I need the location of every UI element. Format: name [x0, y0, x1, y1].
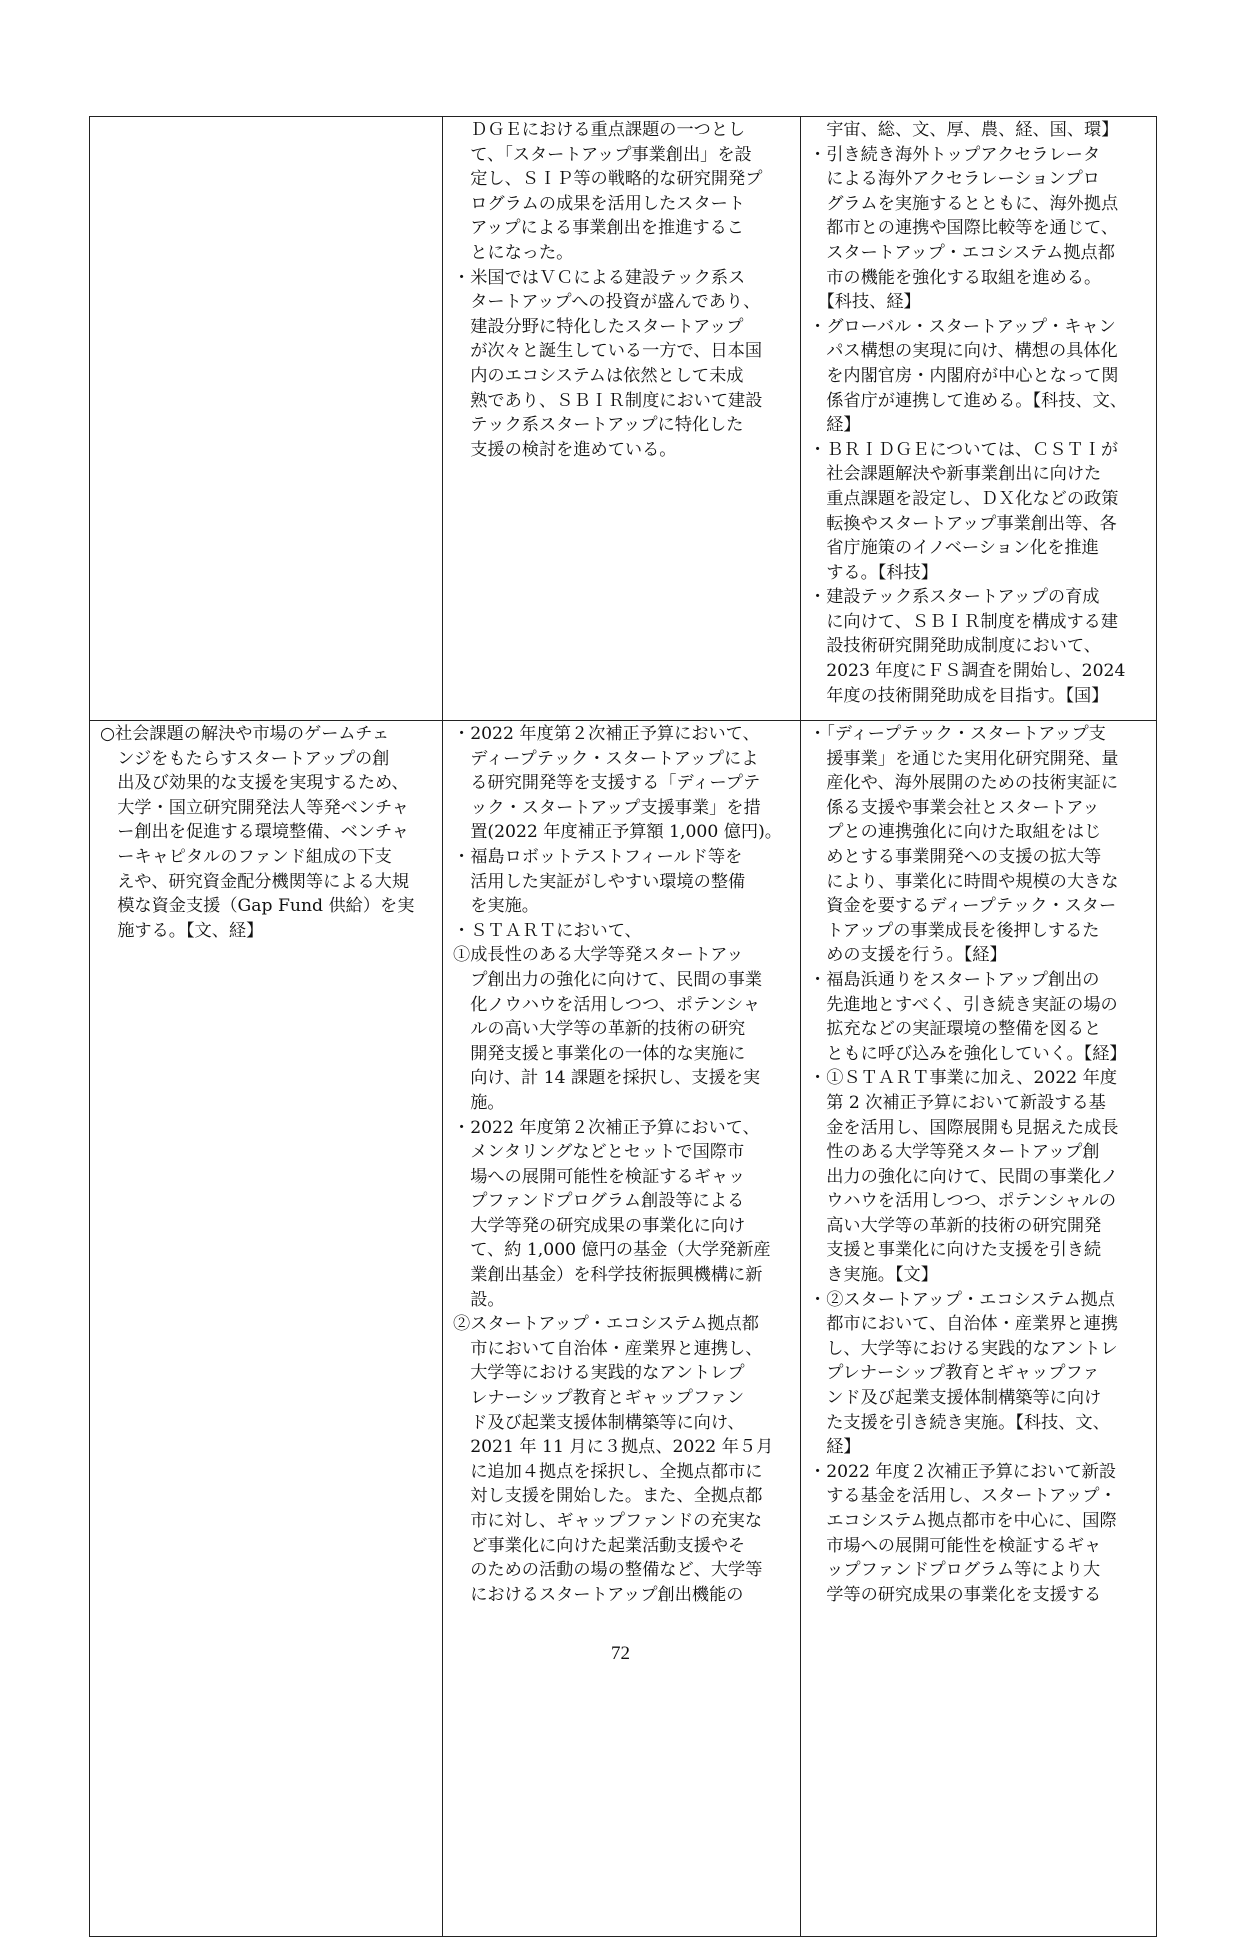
text-line: ・「ディープテック・スタートアップ支 — [809, 724, 1106, 744]
text-line: 模な資金支援（Gap Fund 供給）を実 — [100, 896, 415, 917]
text-line: パス構想の実現に向け、構想の具体化 — [809, 341, 1118, 362]
progress-cell — [443, 721, 801, 1937]
text-line: のための活動の場の整備など、大学等 — [453, 1560, 763, 1581]
text-line: 市場への展開可能性を検証するギャ — [809, 1535, 1102, 1556]
text-line: 転換やスタートアップ事業創出等、各 — [809, 513, 1117, 534]
text-line: アップによる事業創出を推進するこ — [453, 218, 744, 239]
text-line: し、大学等における実践的なアントレ — [809, 1338, 1118, 1359]
text-line: ・①ＳＴＡＲＴ事業に加え、2022 年度 — [809, 1068, 1118, 1089]
text-line: ド及び起業支援体制構築等に向け、 — [453, 1412, 745, 1433]
text-line: ・米国ではＶＣによる建設テック系ス — [453, 267, 746, 288]
text-line: 【科技、経】 — [809, 292, 921, 313]
text-line: 大学・国立研究開発法人等発ベンチャ — [100, 797, 409, 818]
text-line: ・福島浜通りをスタートアップ創出の — [809, 969, 1100, 990]
text-line: 置(2022 年度補正予算額 1,000 億円)。 — [453, 822, 782, 843]
text-line: 学等の研究成果の事業化を支援する — [809, 1584, 1102, 1605]
text-line: グラムを実施するとともに、海外拠点 — [809, 193, 1119, 214]
text-line: テック系スタートアップに特化した — [453, 415, 744, 436]
text-line: ・ＳＴＡＲＴにおいて、 — [453, 920, 642, 941]
text-line: を内閣官房・内閣府が中心となって関 — [809, 365, 1119, 386]
text-line: 金を活用し、国際展開も見据えた成長 — [809, 1117, 1119, 1138]
text-line: 拡充などの実証環境の整備を図ると — [809, 1019, 1102, 1040]
text-line: ②スタートアップ・エコシステム拠点都 — [453, 1314, 759, 1335]
text-line: による海外アクセラレーションプロ — [809, 169, 1100, 190]
text-line: 施。 — [453, 1092, 505, 1113]
text-line: 先進地とすべく、引き続き実証の場の — [809, 994, 1118, 1015]
text-line: 都市において、自治体・産業界と連携 — [809, 1314, 1119, 1335]
text-line: プレナーシップ教育とギャップファ — [809, 1363, 1100, 1384]
text-line: 都市との連携や国際比較等を通じて、 — [809, 218, 1119, 239]
text-line: 内のエコシステムは依然として未成 — [453, 365, 744, 386]
text-line: た支援を引き続き実施。【科技、文、 — [809, 1412, 1110, 1433]
text-line: 2023 年度にＦＳ調査を開始し、2024 — [809, 661, 1126, 682]
text-line: えや、研究資金配分機関等による大規 — [100, 871, 410, 892]
text-line: 向け、計 14 課題を採択し、支援を実 — [453, 1068, 761, 1089]
text-line: 対し支援を開始した。また、全拠点都 — [453, 1486, 763, 1507]
text-line: 第 2 次補正予算において新設する基 — [809, 1092, 1106, 1113]
text-line: 係る支援や事業会社とスタートアッ — [809, 797, 1100, 818]
text-line: 援事業」を通じた実用化研究開発、量 — [809, 748, 1119, 769]
text-line: に向けて、ＳＢＩＲ制度を構成する建 — [809, 611, 1119, 632]
text-line: 熟であり、ＳＢＩＲ制度において建設 — [453, 390, 763, 411]
text-line: に追加４拠点を採択し、全拠点都市に — [453, 1461, 763, 1482]
text-line: ー創出を促進する環境整備、ベンチャ — [100, 822, 409, 843]
text-line: 設。 — [453, 1289, 505, 1310]
text-line: 社会課題解決や新事業創出に向けた — [809, 464, 1102, 485]
text-line: する基金を活用し、スタートアップ・ — [809, 1486, 1117, 1507]
text-line: 設技術研究開発助成制度において、 — [809, 636, 1101, 657]
text-line: 出及び効果的な支援を実現するため、 — [100, 773, 409, 794]
table-row — [90, 721, 1157, 1937]
text-line: ーキャピタルのファンド組成の下支 — [100, 846, 392, 867]
text-line: を実施。 — [453, 896, 539, 917]
future-plan-cell — [801, 117, 1157, 721]
text-line: 省庁施策のイノベーション化を推進 — [809, 538, 1099, 559]
text-line: が次々と誕生している一方で、日本国 — [453, 341, 763, 362]
text-line: する。【科技】 — [809, 562, 938, 583]
text-line: 活用した実証がしやすい環境の整備 — [453, 871, 746, 892]
text-line: て、約 1,000 億円の基金（大学発新産 — [453, 1240, 771, 1261]
text-line: ウハウを活用しつつ、ポテンシャルの — [809, 1191, 1117, 1212]
text-line: ンジをもたらすスタートアップの創 — [100, 748, 390, 769]
text-line: ルの高い大学等の革新的技術の研究 — [453, 1019, 746, 1040]
text-line: 化ノウハウを活用しつつ、ポテンシャ — [453, 994, 761, 1015]
text-line: 支援と事業化に向けた支援を引き続 — [809, 1240, 1102, 1261]
text-line: により、事業化に時間や規模の大きな — [809, 871, 1119, 892]
text-line: き実施。【文】 — [809, 1265, 938, 1286]
text-line: 施する。【文、経】 — [100, 920, 264, 941]
table-row — [90, 117, 1157, 721]
text-line: 市の機能を強化する取組を進める。 — [809, 267, 1102, 288]
text-line: ック・スタートアップ支援事業」を措 — [453, 797, 761, 818]
text-line: 出力の強化に向けて、民間の事業化ノ — [809, 1166, 1119, 1187]
text-line: ・②スタートアップ・エコシステム拠点 — [809, 1289, 1115, 1310]
text-line: 開発支援と事業化の一体的な実施に — [453, 1043, 746, 1064]
text-line: めとする事業開発への支援の拡大等 — [809, 846, 1102, 867]
text-line: ンド及び起業支援体制構築等に向け — [809, 1388, 1102, 1409]
text-line: 高い大学等の革新的技術の研究開発 — [809, 1215, 1102, 1236]
text-line: レナーシップ教育とギャップファン — [453, 1388, 745, 1409]
text-line: 経】 — [809, 1437, 861, 1458]
progress-cell — [443, 117, 801, 721]
text-line: エコシステム拠点都市を中心に、国際 — [809, 1511, 1117, 1531]
text-line: 場への展開可能性を検証するギャッ — [453, 1166, 746, 1187]
text-line: とになった。 — [453, 242, 574, 263]
text-line: プとの連携強化に向けた取組をはじ — [809, 822, 1102, 843]
text-line: 支援の検討を進めている。 — [453, 439, 677, 460]
objective-cell — [90, 117, 443, 721]
text-line: 大学等発の研究成果の事業化に向け — [453, 1215, 746, 1236]
text-line: 定し、ＳＩＰ等の戦略的な研究開発プ — [453, 169, 763, 190]
text-line: ップファンドプログラム等により大 — [809, 1560, 1101, 1581]
text-line: プ創出力の強化に向けて、民間の事業 — [453, 969, 763, 990]
text-line: 年度の技術開発助成を目指す。【国】 — [809, 685, 1109, 706]
text-line: ・引き続き海外トップアクセラレータ — [809, 144, 1101, 165]
text-line: スタートアップ・エコシステム拠点都 — [809, 242, 1115, 263]
text-line: 宇宙、総、文、厚、農、経、国、環】 — [809, 120, 1119, 140]
text-line: ど事業化に向けた起業活動支援やそ — [453, 1535, 746, 1556]
text-line: タートアップへの投資が盛んであり、 — [453, 292, 761, 313]
text-line: トアップの事業成長を後押しするた — [809, 920, 1100, 941]
text-line: ・2022 年度第２次補正予算において、 — [453, 1117, 760, 1138]
text-line: 資金を要するディープテック・スター — [809, 896, 1117, 917]
text-line: ディープテック・スタートアップによ — [453, 748, 759, 769]
text-line: 係省庁が連携して進める。【科技、文、 — [809, 390, 1127, 411]
future-plan-cell — [801, 721, 1157, 1937]
text-line: て、「スタートアップ事業創出」を設 — [453, 144, 752, 165]
text-line: 大学等における実践的なアントレプ — [453, 1363, 745, 1384]
text-line: プファンドプログラム創設等による — [453, 1191, 745, 1212]
text-line: 産化や、海外展開のための技術実証に — [809, 773, 1119, 794]
text-line: メンタリングなどとセットで国際市 — [453, 1142, 745, 1163]
text-line: ・ＢＲＩＤＧＥについては、ＣＳＴＩが — [809, 439, 1119, 460]
text-line: ・2022 年度第２次補正予算において、 — [453, 724, 760, 744]
text-line: 市において自治体・産業界と連携し、 — [453, 1338, 763, 1359]
text-line: る研究開発等を支援する「ディープテ — [453, 773, 761, 794]
text-line: めの支援を行う。【経】 — [809, 945, 1007, 966]
text-line: ○社会課題の解決や市場のゲームチェ — [100, 724, 390, 744]
text-line: ・グローバル・スタートアップ・キャン — [809, 316, 1116, 337]
text-line: 重点課題を設定し、ＤＸ化などの政策 — [809, 488, 1119, 509]
text-line: におけるスタートアップ創出機能の — [453, 1584, 744, 1605]
text-line: 経】 — [809, 415, 861, 436]
text-line: 性のある大学等発スタートアップ創 — [809, 1142, 1100, 1163]
text-line: ログラムの成果を活用したスタート — [453, 193, 746, 214]
text-line: 市に対し、ギャップファンドの充実な — [453, 1511, 763, 1531]
text-line: ・2022 年度２次補正予算において新設 — [809, 1461, 1117, 1482]
text-line: ①成長性のある大学等発スタートアッ — [453, 945, 744, 966]
text-line: ・建設テック系スタートアップの育成 — [809, 587, 1100, 608]
text-line: 2021 年 11 月に３拠点、2022 年５月 — [453, 1437, 774, 1458]
text-line: ＤＧＥにおける重点課題の一つとし — [453, 120, 746, 140]
text-line: ・福島ロボットテストフィールド等を — [453, 846, 743, 867]
text-line: 業創出基金）を科学技術振興機構に新 — [453, 1265, 763, 1286]
page-number: 72 — [611, 1643, 630, 1664]
text-line: ともに呼び込みを強化していく。【経】 — [809, 1043, 1127, 1064]
text-line: 建設分野に特化したスタートアップ — [453, 316, 744, 337]
objective-cell — [90, 721, 443, 1937]
